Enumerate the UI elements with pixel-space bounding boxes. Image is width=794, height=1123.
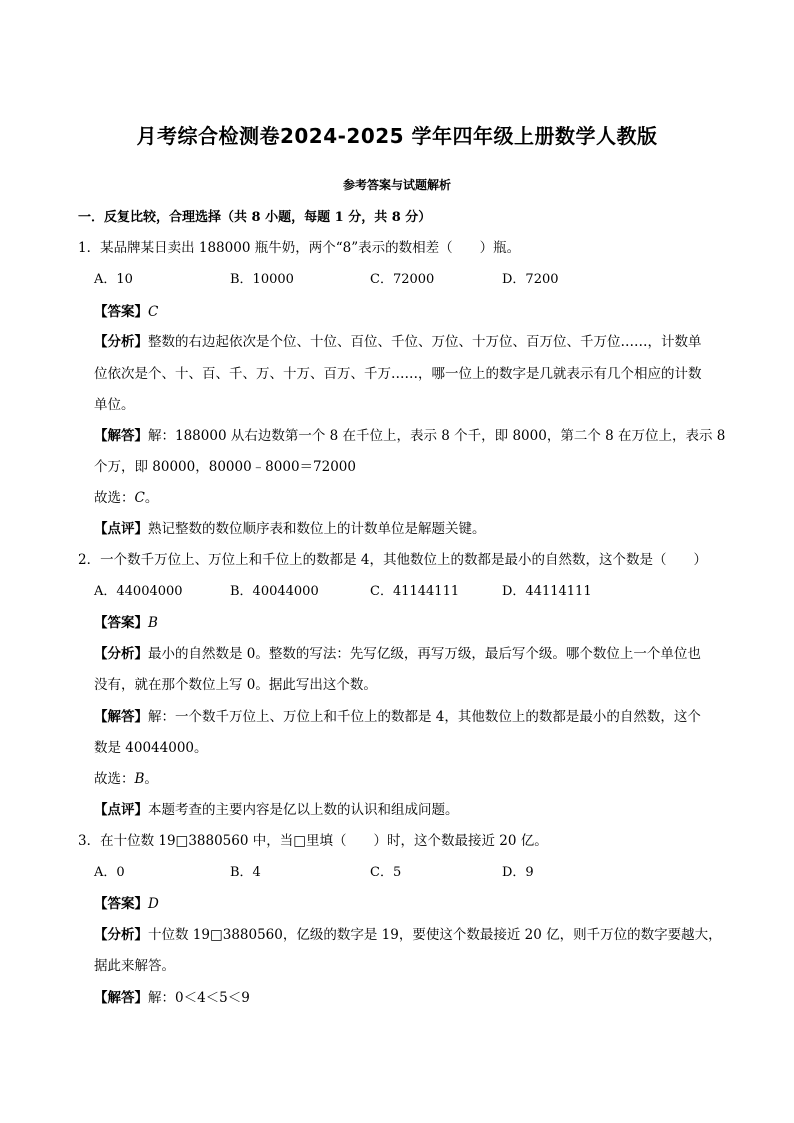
q2-option-d: D．44114111	[502, 584, 592, 599]
q2-analysis	[94, 642, 701, 662]
analysis-tag: 【分析】	[94, 646, 148, 662]
select-label: 故选：	[94, 490, 135, 506]
q3-option-b: B．4	[230, 865, 261, 880]
q2-answer	[94, 611, 158, 631]
analysis-text: 十位数 19□3880560，亿级的数字是 19，要使这个数最接近 20 亿，则千万位的数字要越大，	[148, 927, 722, 943]
select-label: 故选：	[94, 771, 135, 787]
solution-text: 解：一个数千万位上、万位上和千位上的数都是 4，其他数位上的数都是最小的自然数，这个	[148, 709, 701, 725]
answer-value: D	[148, 896, 159, 912]
comment-tag: 【点评】	[94, 521, 148, 537]
question-2-stem: 2．一个数千万位上、万位上和千位上的数都是 4，其他数位上的数都是最小的自然数，这个数是（ ）	[78, 552, 707, 568]
analysis-text: 整数的右边起依次是个位、十位、百位、千位、万位、十万位、百万位、千万位……，计数单	[148, 334, 702, 350]
solution-text: 解：0＜4＜5＜9	[148, 990, 250, 1006]
answer-tag: 【答案】	[94, 304, 148, 320]
solution-tag: 【解答】	[94, 428, 148, 444]
comment-text: 本题考查的主要内容是亿以上数的认识和组成问题。	[148, 802, 459, 818]
q1-analysis-line-2: 位依次是个、十、百、千、万、十万、百万、千万……，哪一位上的数字是几就表示有几个相应的计数	[94, 366, 702, 382]
page-title: 月考综合检测卷2024-2025 学年四年级上册数学人教版	[136, 124, 658, 148]
q3-answer	[94, 892, 159, 912]
q1-solution	[94, 424, 725, 444]
q2-select	[94, 767, 158, 787]
q1-comment	[94, 517, 486, 537]
q2-comment	[94, 798, 459, 818]
select-end: 。	[144, 490, 159, 506]
q1-option-d: D．7200	[502, 272, 559, 287]
question-3-stem: 3．在十位数 19□3880560 中，当□里填（ ）时，这个数最接近 20 亿。	[78, 833, 548, 849]
page-subtitle: 参考答案与试题解析	[342, 178, 451, 192]
q1-option-a: A．10	[94, 272, 133, 287]
answer-value: C	[148, 304, 159, 320]
solution-text: 解：188000 从右边数第一个 8 在千位上，表示 8 个千，即 8000，第二个 8 在万位上，表示 8	[148, 428, 726, 444]
q2-option-b: B．40044000	[230, 584, 319, 599]
select-answer: B	[134, 771, 145, 787]
solution-tag: 【解答】	[94, 709, 148, 725]
solution-tag: 【解答】	[94, 990, 148, 1006]
analysis-tag: 【分析】	[94, 927, 148, 943]
q1-option-c: C．72000	[370, 272, 435, 287]
comment-tag: 【点评】	[94, 802, 148, 818]
q1-select	[94, 486, 158, 506]
answer-tag: 【答案】	[94, 615, 148, 631]
comment-text: 熟记整数的数位顺序表和数位上的计数单位是解题关键。	[148, 521, 486, 537]
question-1-stem: 1．某品牌某日卖出 188000 瓶牛奶，两个“8”表示的数相差（ ）瓶。	[78, 240, 521, 256]
q3-solution	[94, 986, 250, 1006]
q3-option-c: C．5	[370, 865, 402, 880]
select-end: 。	[144, 771, 158, 787]
q3-option-d: D．9	[502, 865, 534, 880]
q1-solution-line-2: 个万，即 80000，80000﹣8000＝72000	[94, 459, 356, 475]
q2-solution-line-2: 数是 40044000。	[94, 740, 208, 756]
analysis-text: 最小的自然数是 0。整数的写法：先写亿级，再写万级，最后写个级。哪个数位上一个单位也	[148, 646, 701, 662]
q3-analysis	[94, 923, 722, 943]
q1-option-b: B．10000	[230, 272, 294, 287]
q2-solution	[94, 705, 701, 725]
q2-option-c: C．41144111	[370, 584, 460, 599]
answer-value: B	[148, 615, 158, 631]
q1-analysis	[94, 330, 702, 350]
q2-option-a: A．44004000	[94, 584, 183, 599]
q3-option-a: A．0	[94, 865, 125, 880]
answer-tag: 【答案】	[94, 896, 148, 912]
q2-analysis-line-2: 没有，就在那个数位上写 0。据此写出这个数。	[94, 677, 377, 693]
analysis-tag: 【分析】	[94, 334, 148, 350]
section-heading: 一．反复比较，合理选择（共 8 小题，每题 1 分，共 8 分）	[78, 210, 432, 225]
select-answer: C	[134, 490, 145, 506]
q1-analysis-line-3: 单位。	[94, 397, 135, 413]
q3-analysis-line-2: 据此来解答。	[94, 958, 175, 974]
q1-answer	[94, 300, 158, 320]
